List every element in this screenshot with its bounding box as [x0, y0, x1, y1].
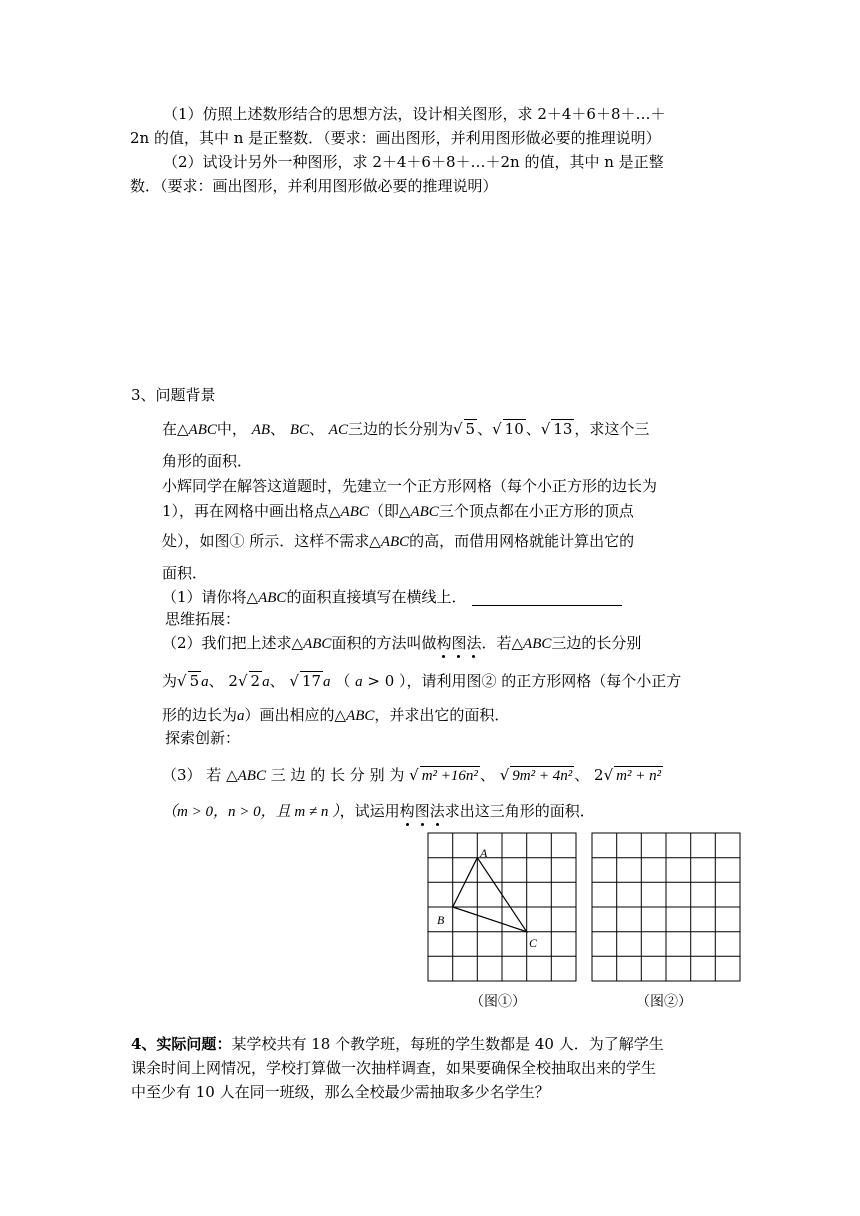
label-b: B — [437, 913, 445, 927]
s3-q1: （1）请你将△ABC的面积直接填写在横线上． — [162, 586, 622, 609]
s3-q2-line2: 为√ 5 a、 2√ 2 a、 √ 17 a （ a > 0 ），请利用图② 的正方形网格（每个小正方 — [162, 672, 682, 690]
s2-q2-line1: （2）试设计另外一种图形，求 2＋4＋6＋8＋…＋2n 的值，其中 n 是正整 — [163, 153, 664, 171]
s3-heading: 3、问题背景 — [131, 386, 216, 404]
figure-2-grid — [590, 831, 742, 983]
s3-q2-line3: 形的边长为a）画出相应的△ABC，并求出它的面积． — [162, 706, 510, 724]
s3-think: 思维拓展： — [165, 610, 241, 628]
s3-p2-line3: 处），如图① 所示．这样不需求△ABC的高，而借用网格就能计算出它的 — [162, 532, 635, 550]
figure-1-grid — [426, 831, 578, 983]
s3-p2-line4: 面积． — [162, 564, 208, 582]
answer-blank[interactable] — [472, 605, 622, 606]
s2-q1-line2: 2n 的值，其中 n 是正整数．（要求：画出图形，并利用图形做必要的推理说明） — [130, 129, 661, 147]
figure-1-caption: （图①） — [470, 994, 526, 1010]
figure-2-caption: （图②） — [636, 994, 692, 1010]
s3-p2-line1: 小辉同学在解答这道题时，先建立一个正方形网格（每个小正方形的边长为 — [162, 477, 658, 495]
triangle-abc — [453, 858, 527, 932]
s4-line1: 4、实际问题：某学校共有 18 个教学班，每班的学生数都是 40 人．为了解学生 — [131, 1035, 664, 1053]
s3-explore: 探索创新： — [165, 729, 241, 747]
s4-line2: 课余时间上网情况，学校打算做一次抽样调查，如果要确保全校抽取出来的学生 — [131, 1059, 657, 1077]
s3-q3-line2: （m > 0，n > 0，且 m ≠ n ），试运用构图法求出这三角形的面积． — [162, 802, 595, 820]
label-a: A — [480, 846, 488, 860]
s3-p1-line2: 角形的面积． — [162, 452, 253, 470]
s2-q1-line1: （1）仿照上述数形结合的思想方法，设计相关图形，求 2＋4＋6＋8＋…＋ — [163, 105, 666, 123]
s3-q2-line1: （2）我们把上述求△ABC面积的方法叫做构图法．若△ABC三边的长分别 — [162, 634, 642, 652]
label-c: C — [529, 936, 538, 950]
s4-heading: 4、实际问题： — [131, 1035, 232, 1053]
s3-p1-line1: 在△ABC中， AB、 BC、 AC三边的长分别为√ 5 、√ 10 、√ 13 ，求这个三 — [162, 420, 650, 438]
s3-q3-line1: （3） 若 △ABC 三 边 的 长 分 别 为 √ m² +16n² 、 √ 9m² + 4n² 、 2√ m² + n² — [162, 766, 662, 784]
s2-q2-line2: 数．（要求：画出图形，并利用图形做必要的推理说明） — [130, 177, 498, 195]
s4-line3: 中至少有 10 人在同一班级，那么全校最少需抽取多少名学生？ — [131, 1083, 550, 1101]
s3-p2-line2: 1），再在网格中画出格点△ABC（即△ABC三个顶点都在小正方形的顶点 — [162, 502, 634, 520]
